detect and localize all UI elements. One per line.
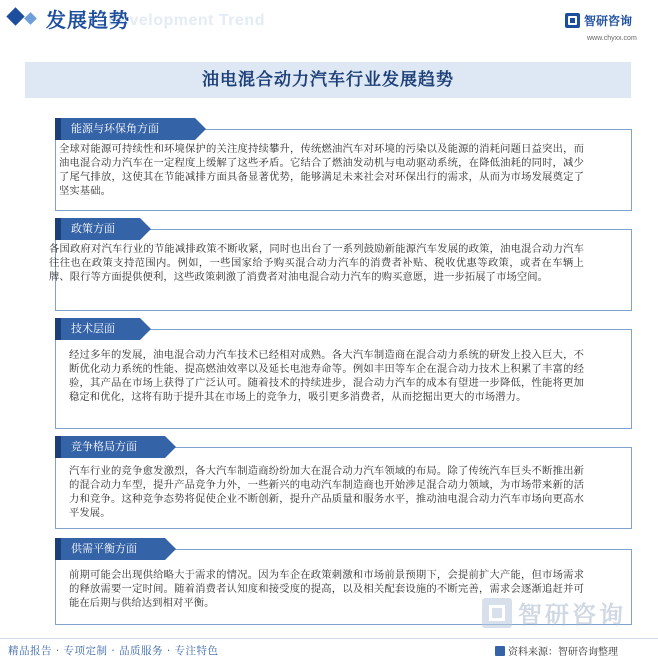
source-logo-icon (495, 646, 505, 656)
section-tab (55, 436, 176, 458)
section-tab (55, 538, 176, 560)
section-body: 全球对能源可持续性和环境保护的关注度持续攀升，传统燃油汽车对环境的污染以及能源的消耗问题日益突出，而油电混合动力汽车在一定程度上缓解了这些矛盾。它结合了燃油发动机与电动驱动系统，在降低油耗的同时，减少了尾气排放，这使其在节能减排方面具备显著优势，能够满足未来社会对环保出行的需求，从而为市场发展奠定了坚实基础。 (59, 143, 584, 197)
page-header (0, 0, 658, 42)
header-diamond-icon (6, 7, 24, 25)
section-heading: 供需平衡方面 (55, 538, 165, 560)
brand-name: 智研咨询 (584, 14, 633, 28)
section-tab (55, 218, 151, 240)
tab-arrow-icon (195, 118, 206, 140)
tab-arrow-icon (140, 318, 151, 340)
tab-marker (55, 436, 61, 458)
header-title: 发展趋势 (46, 8, 130, 32)
tab-marker (55, 118, 61, 140)
watermark (482, 595, 626, 630)
section-body: 各国政府对汽车行业的节能减排政策不断收紧，同时也出台了一系列鼓励新能源汽车发展的政策，油电混合动力汽车往往也在政策支持范围内。例如，一些国家给予购买混合动力汽车的消费者补贴、税收优惠等政策，或者在车辆上牌、限行等方面提供便利，这些政策刺激了消费者对油电混合动力汽车的购买意愿，进一步拓展了市场空间。 (49, 243, 584, 283)
brand[interactable] (565, 12, 632, 29)
section-heading: 能源与环保角方面 (55, 118, 195, 140)
section-body: 前期可能会出现供给略大于需求的情况。因为车企在政策刺激和市场前景预期下，会提前扩大产能，但市场需求的释放需要一定时间。随着消费者认知度和接受度的提高，以及相关配套设施的不断完善，需求会逐渐追赶并可能在后期与供给达到相对平衡。 (69, 569, 584, 609)
watermark-logo-icon (482, 598, 512, 628)
section-tab (55, 318, 151, 340)
section-heading: 技术层面 (55, 318, 140, 340)
header-small-diamond-icon (24, 12, 37, 25)
section-body: 汽车行业的竞争愈发激烈，各大汽车制造商纷纷加大在混合动力汽车领域的布局。除了传统汽车巨头不断推出新的混合动力车型，提升产品竞争力外，一些新兴的电动汽车制造商也开始涉足混合动力领域，为市场带来新的活力和竞争。这种竞争态势将促使企业不断创新，提升产品质量和服务水平，推动油电混合动力汽车市场向更高水平发展。 (69, 465, 584, 519)
page-title: 油电混合动力汽车行业发展趋势 (202, 70, 454, 90)
watermark-text: 智研咨询 (518, 601, 626, 629)
section-heading: 政策方面 (55, 218, 140, 240)
page-footer (0, 638, 658, 663)
brand-logo-icon (565, 13, 580, 28)
tab-arrow-icon (165, 436, 176, 458)
title-bar (25, 62, 631, 98)
tab-marker (55, 538, 61, 560)
footer-source-text: 资料来源：智研咨询整理 (508, 647, 618, 658)
header-subtitle-en: Development Trend (108, 12, 265, 29)
footer-links: 精品报告 · 专项定制 · 品质服务 · 专注特色 (8, 645, 219, 657)
brand-url[interactable]: www.chyxx.com (587, 35, 637, 42)
tab-arrow-icon (165, 538, 176, 560)
tab-marker (55, 218, 61, 240)
section-body: 经过多年的发展，油电混合动力汽车技术已经相对成熟。各大汽车制造商在混合动力系统的研发上投入巨大，不断优化动力系统的性能、提高燃油效率以及延长电池寿命等。例如丰田等车企在混合动力技术上积累了丰富的经验，其产品在市场上获得了广泛认可。随着技术的持续进步，混合动力汽车的成本有望进一步降低，性能将更加稳定和优化，这将有助于提升其在市场上的竞争力，吸引更多消费者，从而挖掘出更大的市场潜力。 (69, 349, 584, 403)
section-tab (55, 118, 206, 140)
tab-arrow-icon (140, 218, 151, 240)
footer-source (495, 643, 618, 658)
section-heading: 竞争格局方面 (55, 436, 165, 458)
tab-marker (55, 318, 61, 340)
